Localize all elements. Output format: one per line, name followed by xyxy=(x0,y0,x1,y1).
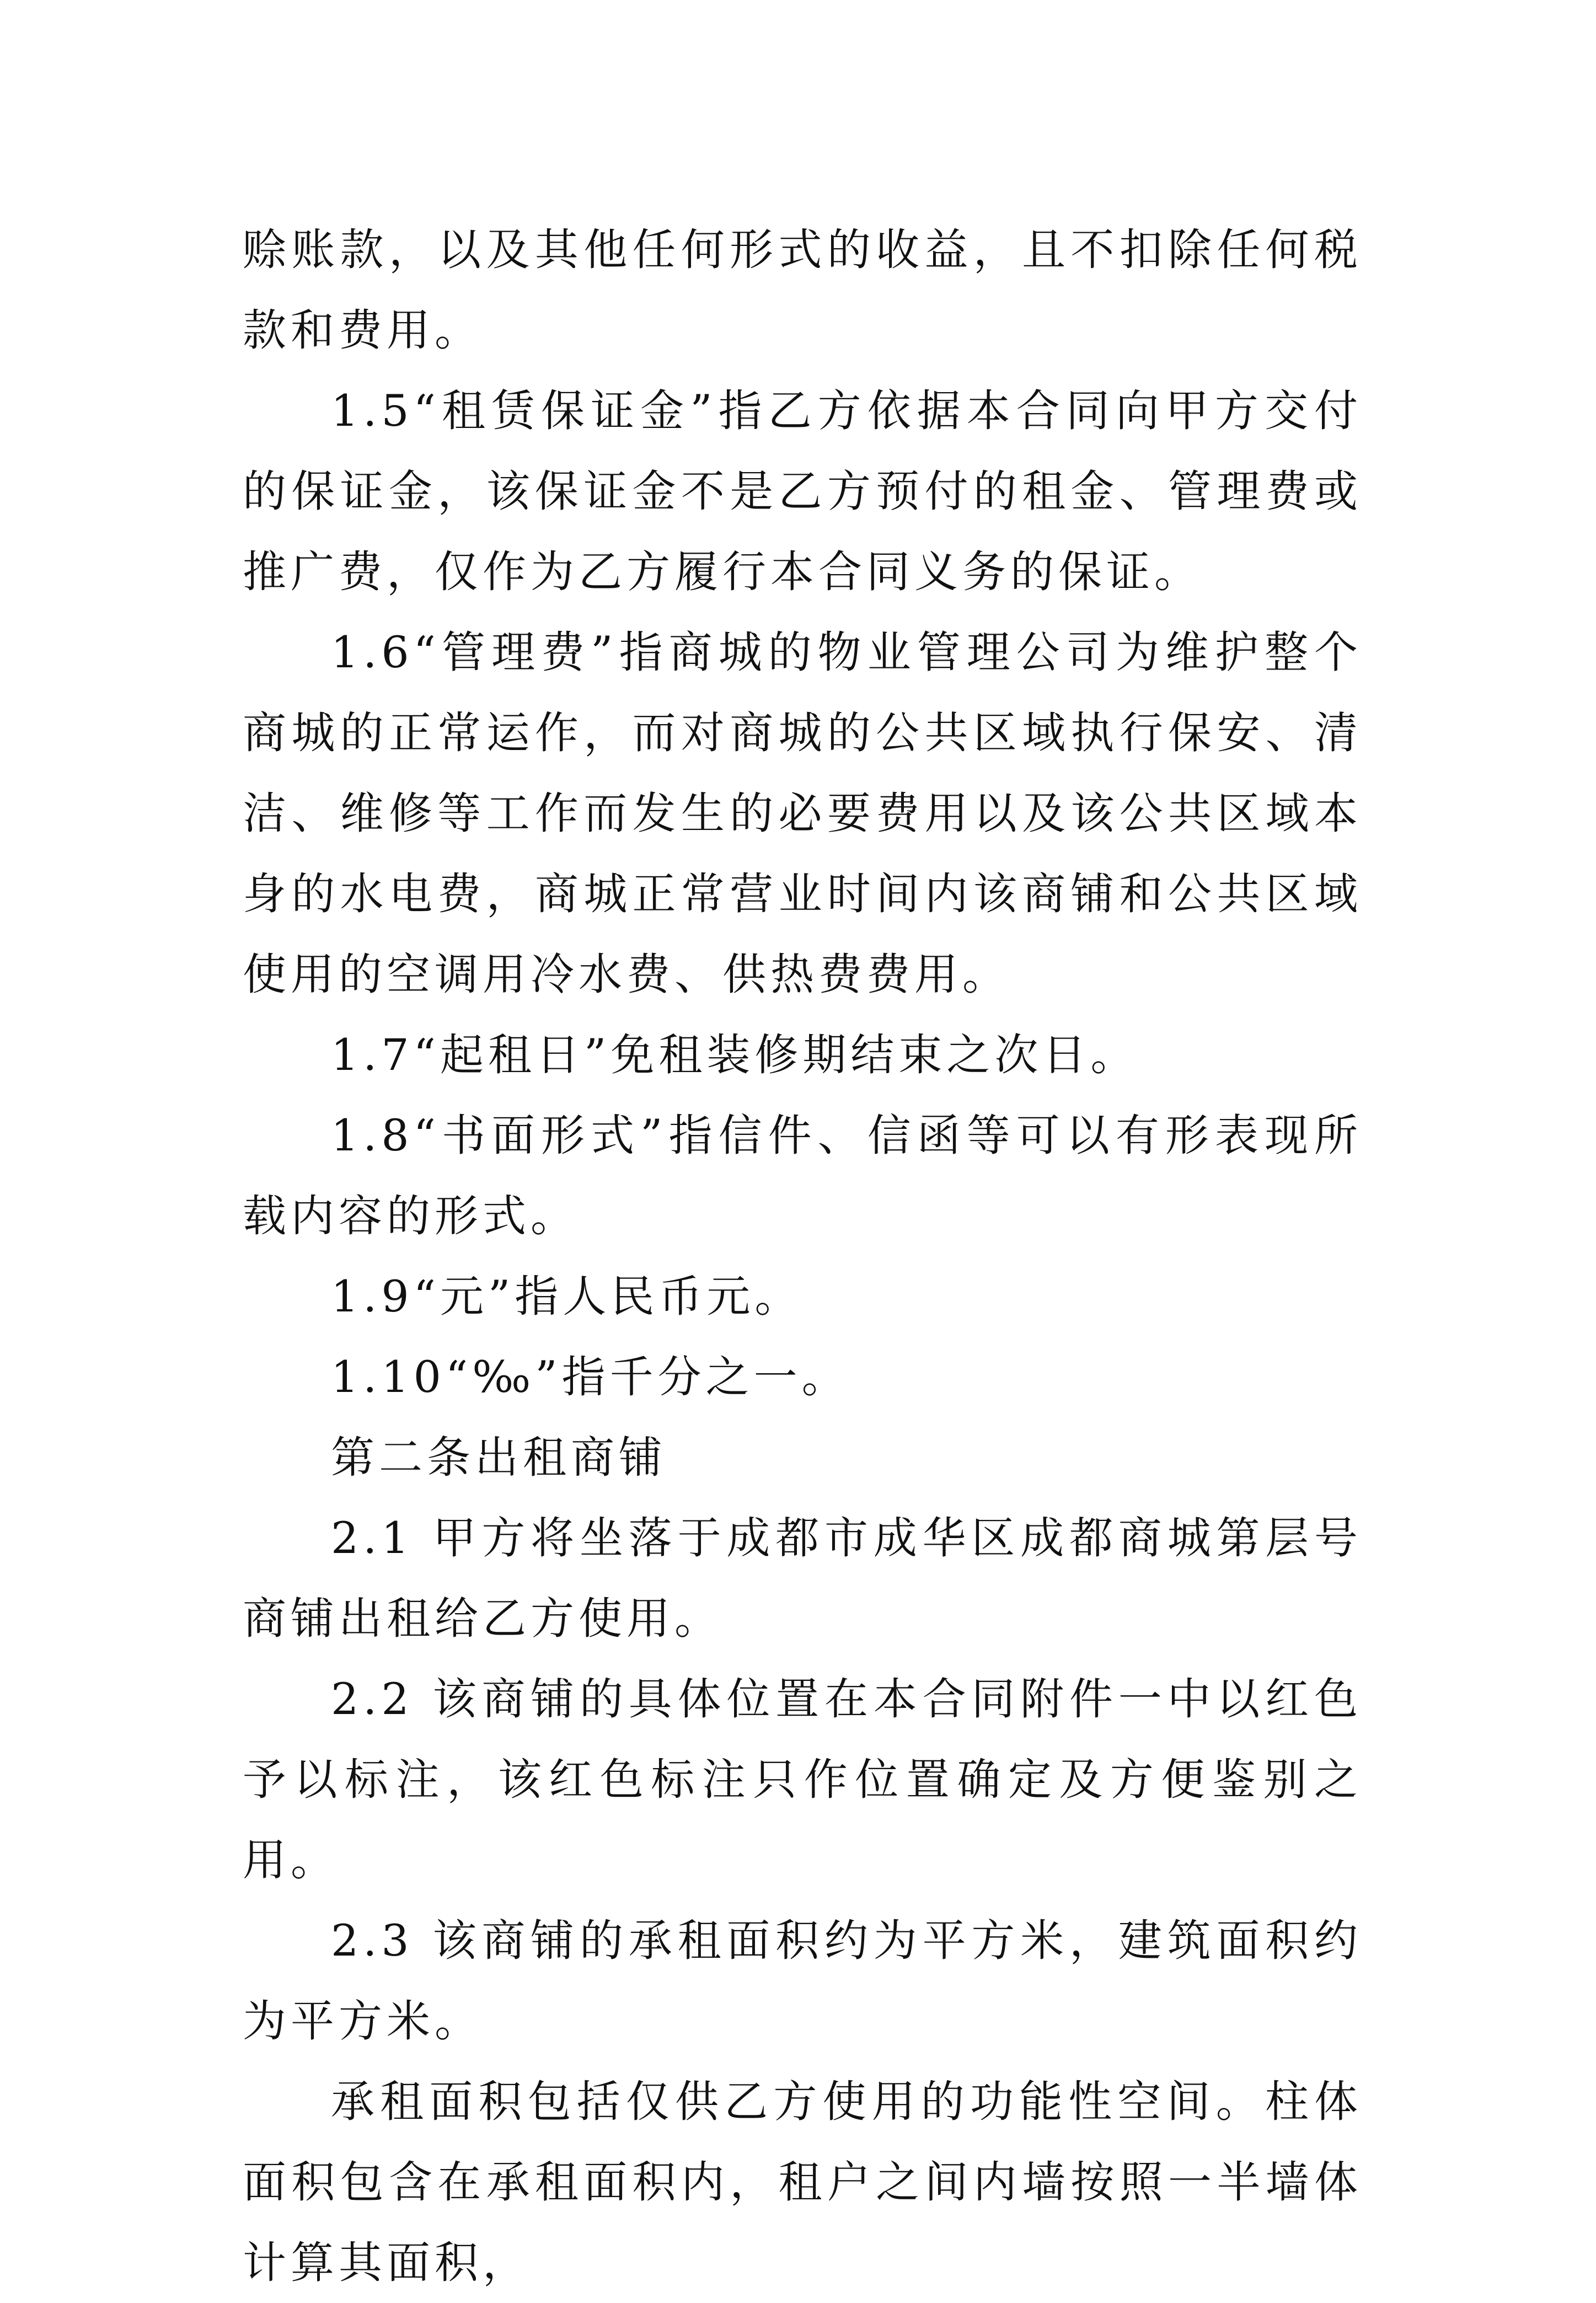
paragraph-1-10: 1.10“‰”指千分之一。 xyxy=(331,1352,850,1402)
paragraph-1-6: 1.6“管理费”指商城的物业管理公司为维护整个商城的正常运作，而对商城的公共区域执行保安、清洁、维修等工作而发生的必要费用以及该公共区域本身的水电费，商城正常营业时间内该商铺和公共区域使用的空调用冷水费、供热费费用。 xyxy=(243,627,1362,1000)
paragraph-2-3: 2.3 该商铺的承租面积约为平方米，建筑面积约为平方米。 xyxy=(243,1915,1362,2047)
paragraph-2-2: 2.2 该商铺的具体位置在本合同附件一中以红色予以标注，该红色标注只作位置确定及方便鉴别之用。 xyxy=(243,1674,1362,1886)
section-heading-article-2: 第二条出租商铺 xyxy=(331,1432,667,1483)
paragraph-1-7: 1.7“起租日”免租装修期结束之次日。 xyxy=(331,1030,1139,1080)
paragraph-1-8: 1.8“书面形式”指信件、信函等可以有形表现所载内容的形式。 xyxy=(243,1110,1362,1241)
paragraph-leased-area: 承租面积包括仅供乙方使用的功能性空间。柱体面积包含在承租面积内，租户之间内墙按照一半墙体计算其面积， xyxy=(243,2076,1362,2288)
paragraph-1-9: 1.9“元”指人民币元。 xyxy=(331,1271,803,1322)
paragraph-1-5: 1.5“租赁保证金”指乙方依据本合同向甲方交付的保证金，该保证金不是乙方预付的租金、管理费或推广费，仅作为乙方履行本合同义务的保证。 xyxy=(243,385,1362,597)
paragraph-2-1: 2.1 甲方将坐落于成都市成华区成都商城第层号商铺出租给乙方使用。 xyxy=(243,1513,1362,1644)
paragraph-continuation: 赊账款，以及其他任何形式的收益，且不扣除任何税款和费用。 xyxy=(243,224,1362,356)
document-body xyxy=(243,210,1362,2303)
